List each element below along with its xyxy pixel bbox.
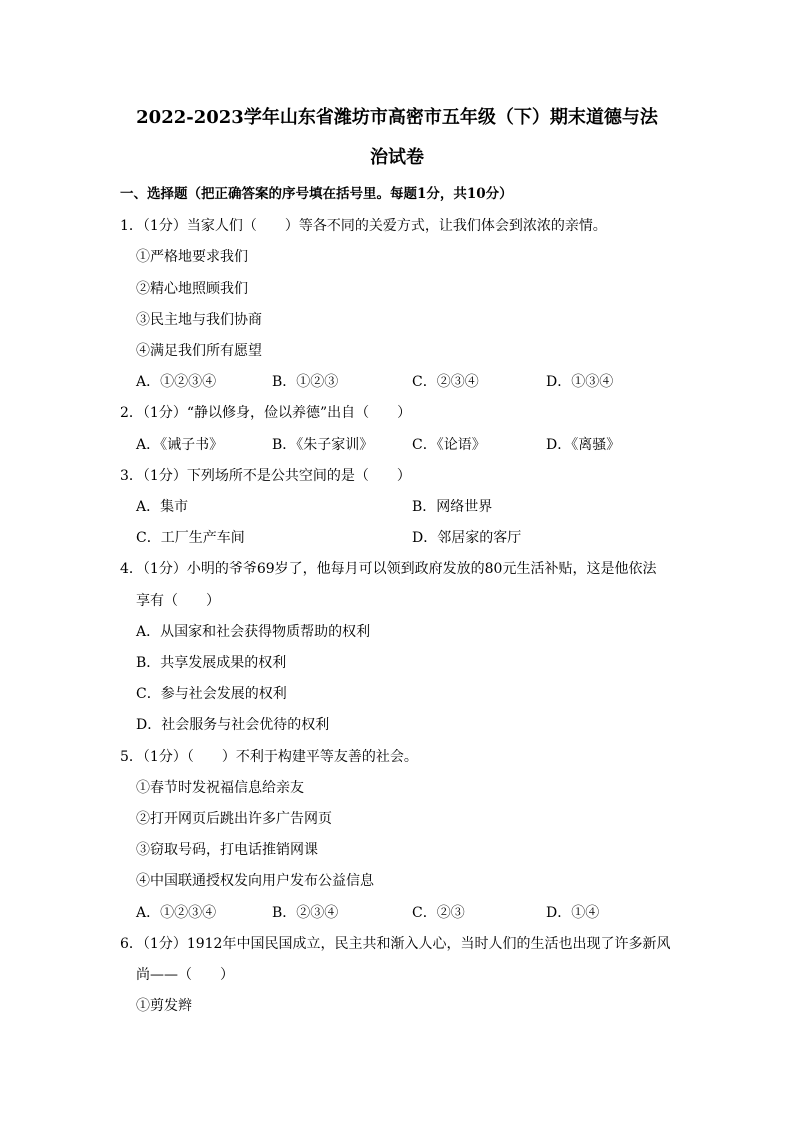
question-5-item: ①春节时发祝福信息给亲友 (136, 780, 304, 796)
section-heading: 一、选择题（把正确答案的序号填在括号里。每题1分，共10分） (120, 186, 513, 202)
exam-title-line2: 治试卷 (370, 147, 424, 168)
question-4-option-d: D．社会服务与社会优待的权利 (136, 717, 330, 733)
question-6-stem-line2: 尚——（ ） (136, 967, 234, 983)
question-1-option-c: C．②③④ (412, 374, 479, 390)
exam-title-line1: 2022-2023学年山东省潍坊市高密市五年级（下）期末道德与法 (136, 107, 658, 128)
question-2-option-b: B．《朱子家训》 (272, 437, 374, 453)
question-1-item: ②精心地照顾我们 (136, 281, 248, 297)
question-5-option-b: B．②③④ (272, 905, 339, 921)
question-3-option-b: B．网络世界 (412, 499, 493, 515)
question-5-item: ④中国联通授权发向用户发布公益信息 (136, 873, 374, 889)
question-4-option-a: A．从国家和社会获得物质帮助的权利 (136, 624, 371, 640)
question-1-option-d: D．①③④ (546, 374, 614, 390)
question-1-item: ③民主地与我们协商 (136, 312, 262, 328)
question-5-option-d: D．①④ (546, 905, 600, 921)
question-5-stem: 5．（1分）（ ）不利于构建平等友善的社会。 (120, 749, 418, 765)
question-4-stem-line1: 4．（1分）小明的爷爷69岁了，他每月可以领到政府发放的80元生活补贴，这是他依法 (120, 561, 657, 577)
question-6-stem-line1: 6．（1分）1912年中国民国成立，民主共和渐入人心，当时人们的生活也出现了许多新风 (120, 936, 671, 952)
question-2-stem: 2．（1分）“静以修身，俭以养德”出自（ ） (120, 405, 412, 421)
question-2-option-d: D．《离骚》 (546, 437, 621, 453)
question-3-option-a: A．集市 (136, 499, 189, 515)
question-4-stem-line2: 享有（ ） (136, 593, 220, 609)
question-5-option-a: A．①②③④ (136, 905, 217, 921)
question-4-option-c: C．参与社会发展的权利 (136, 686, 287, 702)
question-2-option-c: C．《论语》 (412, 437, 486, 453)
question-5-option-c: C．②③ (412, 905, 465, 921)
question-3-stem: 3．（1分）下列场所不是公共空间的是（ ） (120, 468, 411, 484)
question-1-item: ④满足我们所有愿望 (136, 343, 262, 359)
question-3-option-d: D．邻居家的客厅 (412, 530, 522, 546)
question-5-item: ②打开网页后跳出许多广告网页 (136, 811, 332, 827)
question-2-option-a: A．《诫子书》 (136, 437, 224, 453)
question-1-option-b: B．①②③ (272, 374, 339, 390)
question-6-item: ①剪发辫 (136, 998, 192, 1014)
question-1-stem: 1．（1分）当家人们（ ）等各不同的关爱方式，让我们体会到浓浓的亲情。 (120, 218, 607, 234)
question-4-option-b: B．共享发展成果的权利 (136, 655, 287, 671)
question-5-item: ③窃取号码，打电话推销网课 (136, 842, 318, 858)
question-1-option-a: A．①②③④ (136, 374, 217, 390)
question-1-item: ①严格地要求我们 (136, 249, 248, 265)
question-3-option-c: C．工厂生产车间 (136, 530, 245, 546)
